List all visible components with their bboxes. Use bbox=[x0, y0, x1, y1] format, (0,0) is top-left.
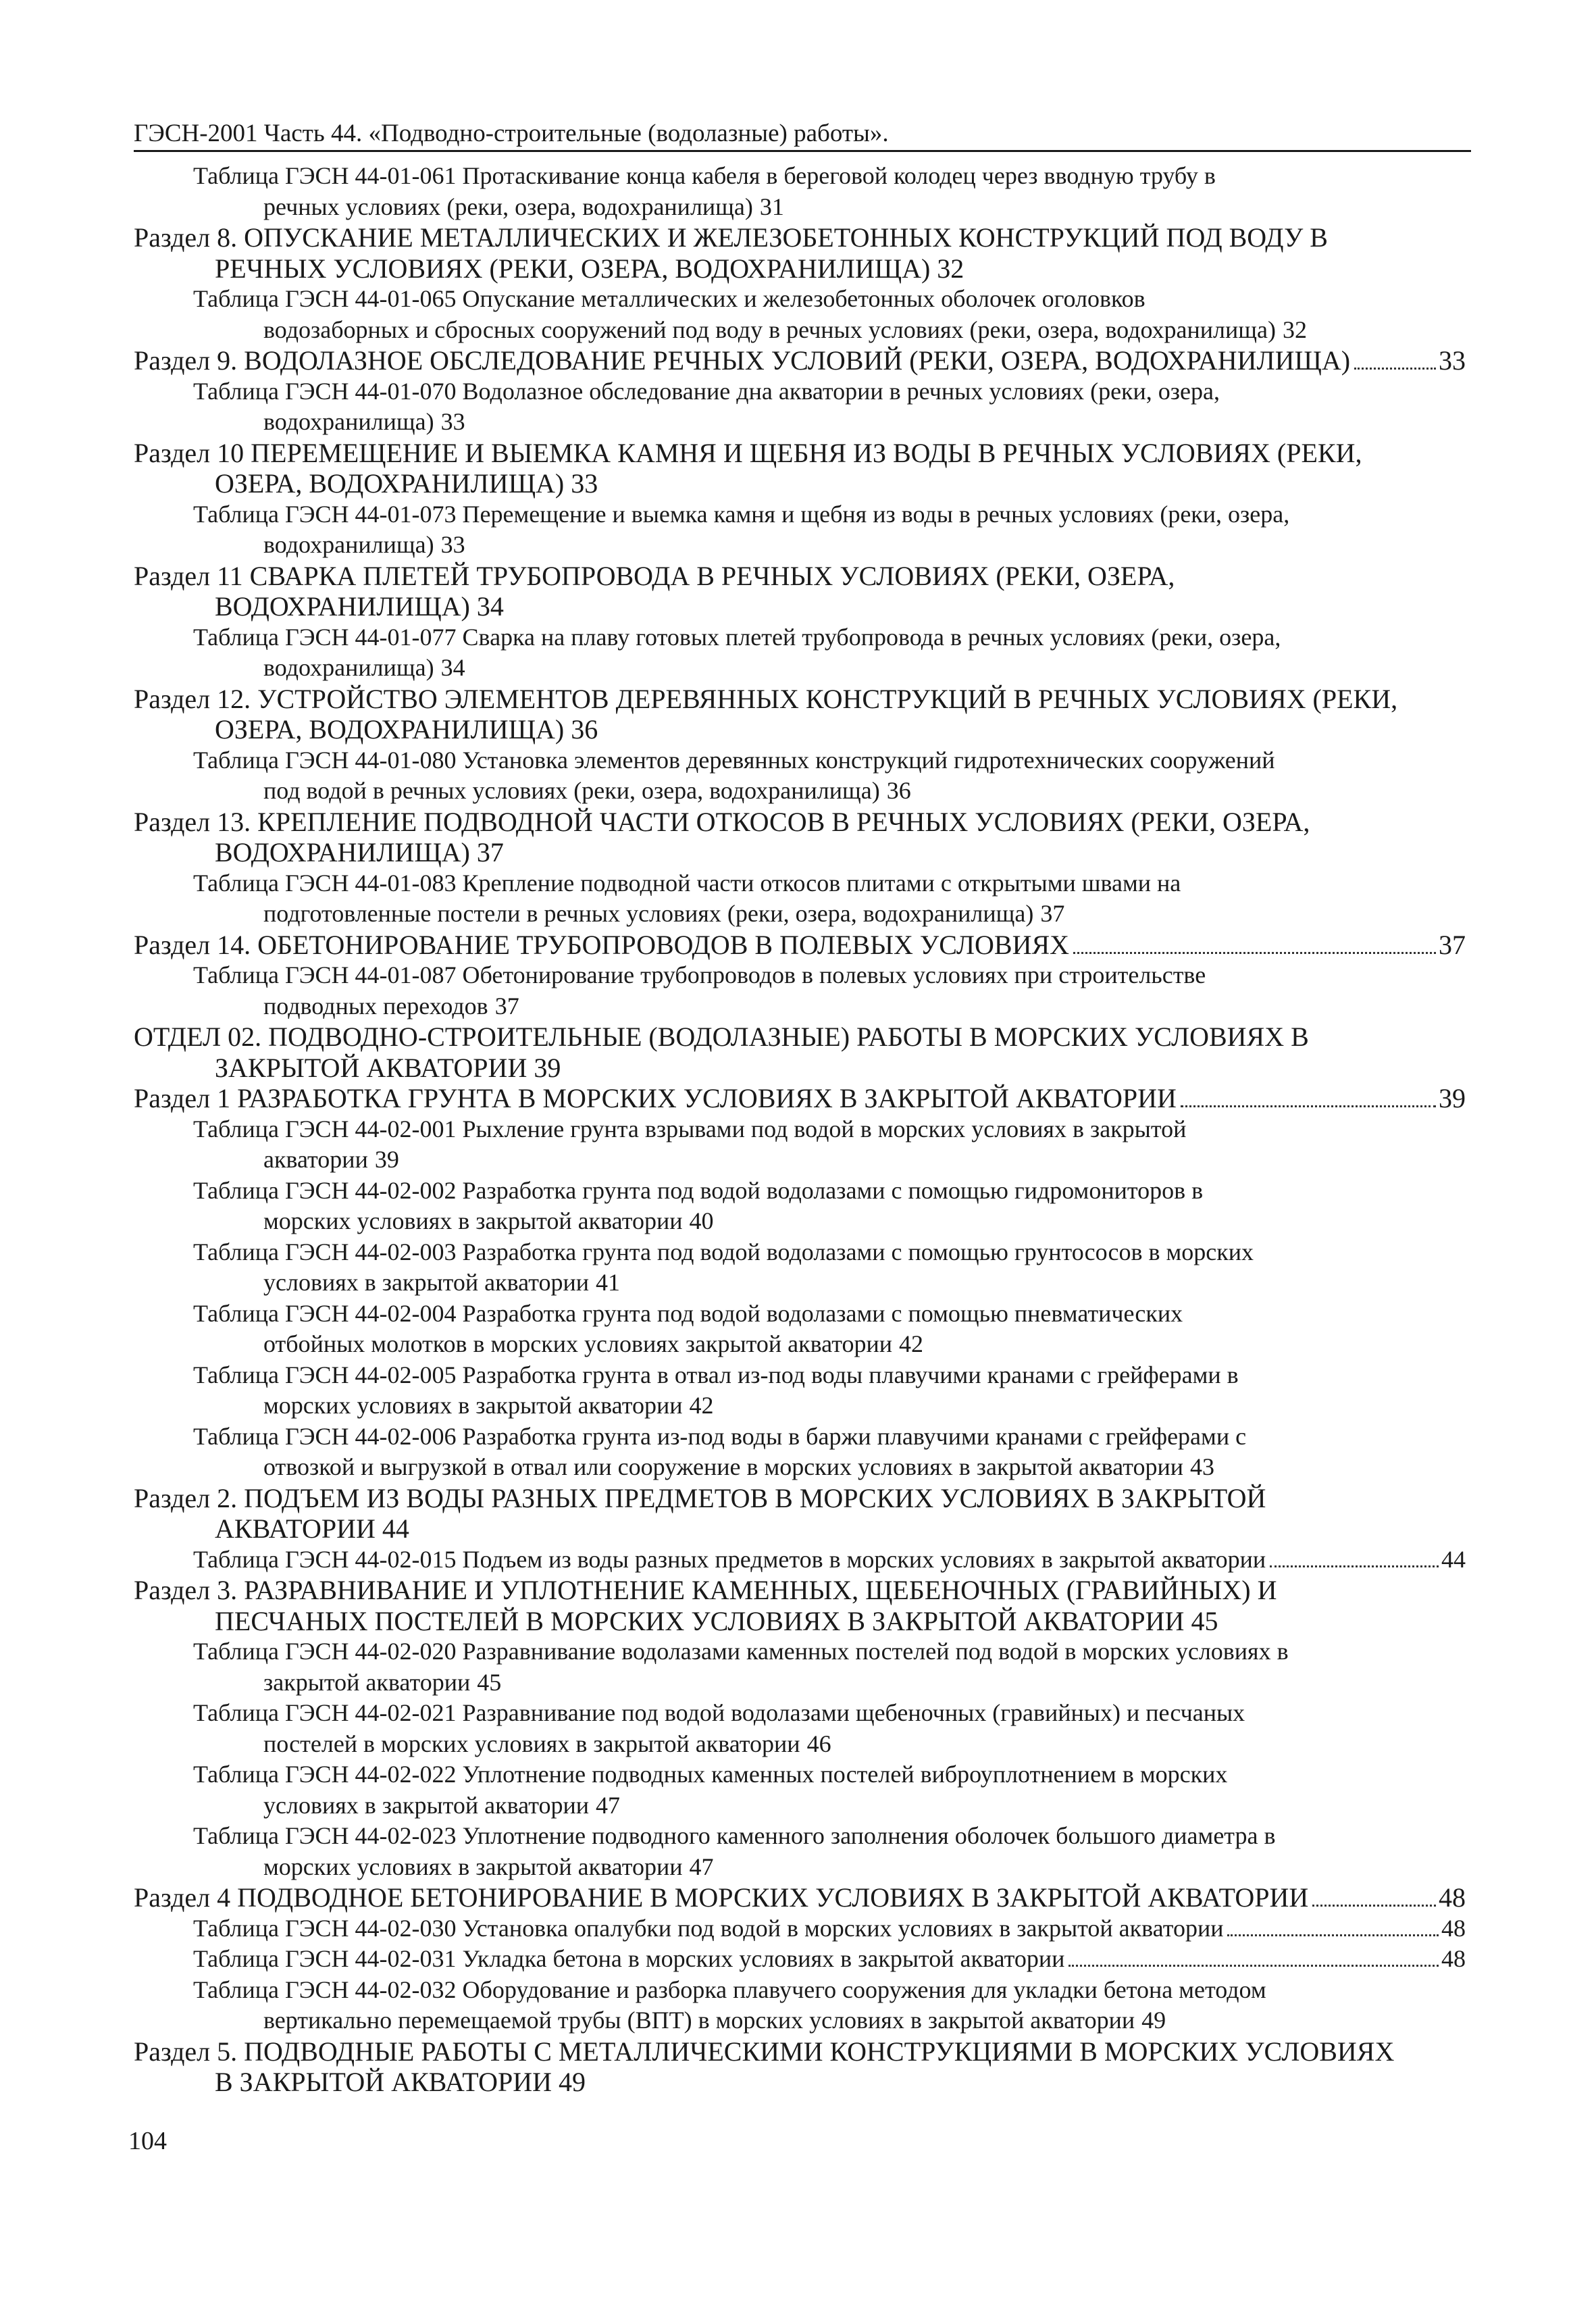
toc-page-number: 44 bbox=[1441, 1545, 1466, 1573]
toc-entry-text: Таблица ГЭСН 44-02-022 Уплотнение подводных каменных постелей виброуплотнением в морских bbox=[193, 1761, 1228, 1788]
toc-page-number: 37 bbox=[476, 837, 504, 867]
toc-page-number: 37 bbox=[494, 992, 519, 1020]
toc-entry-leader-line bbox=[193, 1206, 1466, 1237]
toc-entry-text: ЗАКРЫТОЙ АКВАТОРИИ bbox=[215, 1052, 527, 1083]
toc-entry-text: ВОДОХРАНИЛИЩА) bbox=[215, 837, 470, 867]
toc-entry-text: ОЗЕРА, ВОДОХРАНИЛИЩА) bbox=[215, 468, 565, 499]
toc-entry-leader-line bbox=[193, 899, 1466, 930]
toc-section-entry bbox=[134, 684, 1466, 745]
toc-page-number: 31 bbox=[759, 193, 784, 220]
toc-entry-leader-line bbox=[193, 776, 1466, 807]
toc-entry-text: отвозкой и выгрузкой в отвал или сооружение в морских условиях в закрытой акватории bbox=[263, 1453, 1184, 1480]
toc-entry-text: Раздел 1 РАЗРАБОТКА ГРУНТА В МОРСКИХ УСЛОВИЯХ В ЗАКРЫТОЙ АКВАТОРИИ bbox=[134, 1083, 1177, 1113]
toc-section-entry bbox=[134, 345, 1466, 376]
toc-table-entry bbox=[134, 1975, 1466, 2036]
toc-page-number: 34 bbox=[440, 654, 465, 681]
toc-entry-text: подводных переходов bbox=[263, 992, 488, 1020]
toc-section-entry bbox=[134, 2036, 1466, 2098]
toc-department-entry bbox=[134, 1022, 1466, 1083]
toc-page-number: 33 bbox=[440, 531, 465, 558]
toc-page-number: 43 bbox=[1190, 1453, 1215, 1480]
toc-page-number: 42 bbox=[689, 1392, 714, 1419]
toc-section-entry bbox=[134, 1483, 1466, 1544]
toc-entry-text: ОТДЕЛ 02. ПОДВОДНО-СТРОИТЕЛЬНЫЕ (ВОДОЛАЗНЫЕ) РАБОТЫ В МОРСКИХ УСЛОВИЯХ В bbox=[134, 1022, 1309, 1052]
toc-entry-text: водохранилища) bbox=[263, 531, 434, 558]
toc-page-number: 32 bbox=[937, 253, 964, 284]
toc-entry-leader-line bbox=[134, 2067, 1466, 2098]
toc-entry-leader-line bbox=[193, 653, 1466, 684]
toc-entry-text: ПЕСЧАНЫХ ПОСТЕЛЕЙ В МОРСКИХ УСЛОВИЯХ В ЗАКРЫТОЙ АКВАТОРИИ bbox=[215, 1605, 1185, 1636]
toc-entry-text: Таблица ГЭСН 44-02-031 Укладка бетона в морских условиях в закрытой акватории bbox=[193, 1945, 1065, 1972]
toc-entry-text: Раздел 10 ПЕРЕМЕЩЕНИЕ И ВЫЕМКА КАМНЯ И ЩЕБНЯ ИЗ ВОДЫ В РЕЧНЫХ УСЛОВИЯХ (РЕКИ, bbox=[134, 437, 1362, 468]
toc-entry-leader-line bbox=[193, 1729, 1466, 1760]
dot-leader bbox=[1073, 951, 1436, 954]
toc-table-entry bbox=[134, 622, 1466, 684]
toc-entry-leader-line bbox=[193, 192, 1466, 223]
table-of-contents bbox=[134, 161, 1466, 2098]
toc-entry-leader-line bbox=[134, 1083, 1466, 1114]
toc-page-number: 47 bbox=[596, 1791, 620, 1819]
toc-entry-text: закрытой акватории bbox=[263, 1668, 471, 1696]
toc-entry-text: отбойных молотков в морских условиях закрытой акватории bbox=[263, 1330, 892, 1357]
toc-entry-text: Таблица ГЭСН 44-02-001 Рыхление грунта взрывами под водой в морских условиях в закрытой bbox=[193, 1115, 1187, 1142]
toc-page-number: 39 bbox=[534, 1052, 561, 1083]
toc-section-entry bbox=[134, 222, 1466, 284]
toc-entry-leader-line bbox=[193, 1544, 1466, 1576]
toc-table-entry bbox=[134, 161, 1466, 222]
toc-page-number: 45 bbox=[477, 1668, 502, 1696]
toc-entry-text: Раздел 12. УСТРОЙСТВО ЭЛЕМЕНТОВ ДЕРЕВЯННЫХ КОНСТРУКЦИЙ В РЕЧНЫХ УСЛОВИЯХ (РЕКИ, bbox=[134, 683, 1398, 714]
toc-section-entry bbox=[134, 807, 1466, 868]
toc-entry-leader-line bbox=[134, 1882, 1466, 1913]
toc-entry-text: Раздел 14. ОБЕТОНИРОВАНИЕ ТРУБОПРОВОДОВ В ПОЛЕВЫХ УСЛОВИЯХ bbox=[134, 929, 1070, 960]
toc-entry-text: условиях в закрытой акватории bbox=[263, 1269, 589, 1296]
toc-table-entry bbox=[134, 1698, 1466, 1759]
toc-entry-leader-line bbox=[193, 1913, 1466, 1944]
toc-entry-text: Таблица ГЭСН 44-01-087 Обетонирование трубопроводов в полевых условиях при строительстве bbox=[193, 961, 1206, 988]
toc-entry-leader-line bbox=[193, 1667, 1466, 1699]
toc-page-number: 49 bbox=[559, 2067, 586, 2097]
toc-table-entry bbox=[134, 1114, 1466, 1176]
toc-entry-text: РЕЧНЫХ УСЛОВИЯХ (РЕКИ, ОЗЕРА, ВОДОХРАНИЛИЩА) bbox=[215, 253, 931, 284]
toc-section-entry bbox=[134, 1882, 1466, 1913]
toc-page-number: 39 bbox=[1439, 1083, 1466, 1113]
toc-entry-text: Таблица ГЭСН 44-02-030 Установка опалубки под водой в морских условиях в закрытой акватории bbox=[193, 1914, 1224, 1942]
toc-entry-leader-line bbox=[134, 253, 1466, 284]
toc-table-entry bbox=[134, 1360, 1466, 1422]
toc-entry-text: акватории bbox=[263, 1146, 368, 1173]
toc-entry-text: Таблица ГЭСН 44-01-083 Крепление подводной части откосов плитами с открытыми швами на bbox=[193, 869, 1181, 897]
toc-page-number: 48 bbox=[1441, 1945, 1466, 1972]
toc-entry-text: водохранилища) bbox=[263, 654, 434, 681]
toc-entry-leader-line bbox=[193, 1145, 1466, 1176]
toc-entry-leader-line bbox=[193, 1852, 1466, 1883]
toc-entry-leader-line bbox=[193, 1944, 1466, 1975]
toc-entry-text: подготовленные постели в речных условиях (реки, озера, водохранилища) bbox=[263, 900, 1034, 927]
dot-leader bbox=[1354, 367, 1436, 370]
toc-entry-leader-line bbox=[193, 530, 1466, 561]
dot-leader bbox=[1227, 1934, 1439, 1936]
toc-entry-text: морских условиях в закрытой акватории bbox=[263, 1853, 683, 1880]
toc-page-number: 40 bbox=[689, 1207, 714, 1234]
toc-page-number: 33 bbox=[1439, 345, 1466, 376]
toc-table-entry bbox=[134, 868, 1466, 930]
toc-entry-leader-line bbox=[193, 1452, 1466, 1483]
toc-entry-leader-line bbox=[193, 2005, 1466, 2036]
toc-page-number: 45 bbox=[1191, 1605, 1218, 1636]
toc-table-entry bbox=[134, 1944, 1466, 1975]
toc-page-number: 36 bbox=[886, 777, 911, 804]
toc-entry-text: АКВАТОРИИ bbox=[215, 1513, 376, 1544]
toc-page-number: 39 bbox=[374, 1146, 399, 1173]
toc-page-number: 46 bbox=[806, 1730, 831, 1757]
toc-entry-text: Таблица ГЭСН 44-02-021 Разравнивание под водой водолазами щебеночных (гравийных) и песчаных bbox=[193, 1699, 1245, 1726]
toc-entry-text: водозаборных и сбросных сооружений под воду в речных условиях (реки, озера, водохранилища) bbox=[263, 316, 1276, 343]
page-number: 104 bbox=[128, 2127, 167, 2155]
toc-entry-leader-line bbox=[134, 1606, 1466, 1637]
toc-entry-leader-line bbox=[193, 1790, 1466, 1821]
toc-page-number: 37 bbox=[1439, 929, 1466, 960]
toc-entry-text: Таблица ГЭСН 44-02-003 Разработка грунта под водой водолазами с помощью грунтососов в морских bbox=[193, 1238, 1254, 1265]
toc-entry-leader-line bbox=[193, 1329, 1466, 1360]
toc-table-entry bbox=[134, 1299, 1466, 1360]
toc-entry-text: ОЗЕРА, ВОДОХРАНИЛИЩА) bbox=[215, 714, 565, 745]
toc-entry-text: Таблица ГЭСН 44-01-080 Установка элементов деревянных конструкций гидротехнических сооружений bbox=[193, 746, 1275, 774]
toc-entry-leader-line bbox=[134, 837, 1466, 868]
toc-entry-text: Таблица ГЭСН 44-01-061 Протаскивание конца кабеля в береговой колодец через вводную трубу в bbox=[193, 162, 1216, 189]
toc-entry-text: Таблица ГЭСН 44-01-073 Перемещение и выемка камня и щебня из воды в речных условиях (реки, озера, bbox=[193, 500, 1290, 528]
toc-entry-text: условиях в закрытой акватории bbox=[263, 1791, 589, 1819]
toc-table-entry bbox=[134, 1544, 1466, 1576]
toc-table-entry bbox=[134, 1422, 1466, 1483]
toc-entry-text: Таблица ГЭСН 44-01-065 Опускание металлических и железобетонных оболочек оголовков bbox=[193, 285, 1145, 312]
toc-entry-leader-line bbox=[134, 714, 1466, 745]
toc-page-number: 37 bbox=[1040, 900, 1065, 927]
toc-entry-text: Раздел 13. КРЕПЛЕНИЕ ПОДВОДНОЙ ЧАСТИ ОТКОСОВ В РЕЧНЫХ УСЛОВИЯХ (РЕКИ, ОЗЕРА, bbox=[134, 806, 1310, 837]
toc-entry-text: под водой в речных условиях (реки, озера, водохранилища) bbox=[263, 777, 880, 804]
toc-table-entry bbox=[134, 376, 1466, 438]
dot-leader bbox=[1069, 1964, 1439, 1967]
toc-entry-text: Таблица ГЭСН 44-02-006 Разработка грунта из-под воды в баржи плавучими кранами с грейферами с bbox=[193, 1422, 1247, 1450]
toc-page-number: 32 bbox=[1282, 316, 1307, 343]
toc-entry-leader-line bbox=[193, 315, 1466, 346]
toc-entry-text: Таблица ГЭСН 44-02-004 Разработка грунта под водой водолазами с помощью пневматических bbox=[193, 1299, 1183, 1327]
toc-entry-text: Таблица ГЭСН 44-02-032 Оборудование и разборка плавучего сооружения для укладки бетона методом bbox=[193, 1976, 1266, 2003]
toc-entry-text: Таблица ГЭСН 44-02-020 Разравнивание водолазами каменных постелей под водой в морских условиях в bbox=[193, 1638, 1289, 1665]
toc-section-entry bbox=[134, 561, 1466, 622]
toc-entry-text: Раздел 9. ВОДОЛАЗНОЕ ОБСЛЕДОВАНИЕ РЕЧНЫХ УСЛОВИЙ (РЕКИ, ОЗЕРА, ВОДОХРАНИЛИЩА) bbox=[134, 345, 1351, 376]
toc-entry-text: Раздел 2. ПОДЪЕМ ИЗ ВОДЫ РАЗНЫХ ПРЕДМЕТОВ В МОРСКИХ УСЛОВИЯХ В ЗАКРЫТОЙ bbox=[134, 1482, 1266, 1513]
toc-entry-leader-line bbox=[193, 1267, 1466, 1299]
toc-page-number: 49 bbox=[1141, 2007, 1166, 2034]
toc-entry-leader-line bbox=[134, 468, 1466, 499]
toc-entry-text: Таблица ГЭСН 44-02-023 Уплотнение подводного каменного заполнения оболочек большого диаметра в bbox=[193, 1822, 1276, 1849]
toc-table-entry bbox=[134, 1176, 1466, 1237]
toc-section-entry bbox=[134, 1575, 1466, 1636]
toc-page-number: 48 bbox=[1439, 1882, 1466, 1913]
toc-table-entry bbox=[134, 1821, 1466, 1882]
toc-entry-text: Раздел 3. РАЗРАВНИВАНИЕ И УПЛОТНЕНИЕ КАМЕННЫХ, ЩЕБЕНОЧНЫХ (ГРАВИЙНЫХ) И bbox=[134, 1575, 1277, 1605]
toc-table-entry bbox=[134, 1759, 1466, 1821]
toc-table-entry bbox=[134, 1237, 1466, 1299]
toc-entry-text: Таблица ГЭСН 44-02-015 Подъем из воды разных предметов в морских условиях в закрытой акватории bbox=[193, 1545, 1266, 1573]
toc-entry-leader-line bbox=[193, 991, 1466, 1022]
toc-entry-text: водохранилища) bbox=[263, 408, 434, 435]
toc-table-entry bbox=[134, 284, 1466, 345]
toc-entry-text: Раздел 5. ПОДВОДНЫЕ РАБОТЫ С МЕТАЛЛИЧЕСКИМИ КОНСТРУКЦИЯМИ В МОРСКИХ УСЛОВИЯХ bbox=[134, 2036, 1395, 2067]
toc-table-entry bbox=[134, 745, 1466, 807]
toc-entry-text: морских условиях в закрытой акватории bbox=[263, 1207, 683, 1234]
toc-entry-text: Таблица ГЭСН 44-02-002 Разработка грунта под водой водолазами с помощью гидромониторов в bbox=[193, 1176, 1204, 1204]
toc-page-number: 42 bbox=[899, 1330, 923, 1357]
toc-entry-leader-line bbox=[134, 345, 1466, 376]
toc-table-entry bbox=[134, 499, 1466, 561]
toc-entry-text: речных условиях (реки, озера, водохранилища) bbox=[263, 193, 753, 220]
toc-entry-text: Раздел 4 ПОДВОДНОЕ БЕТОНИРОВАНИЕ В МОРСКИХ УСЛОВИЯХ В ЗАКРЫТОЙ АКВАТОРИИ bbox=[134, 1882, 1309, 1913]
toc-entry-text: Таблица ГЭСН 44-02-005 Разработка грунта в отвал из-под воды плавучими кранами с грейферами в bbox=[193, 1361, 1239, 1388]
toc-page-number: 47 bbox=[689, 1853, 714, 1880]
toc-table-entry bbox=[134, 960, 1466, 1022]
toc-page-number: 44 bbox=[382, 1513, 409, 1544]
toc-entry-text: Таблица ГЭСН 44-01-077 Сварка на плаву готовых плетей трубопровода в речных условиях (реки, озера, bbox=[193, 623, 1281, 651]
toc-entry-text: ВОДОХРАНИЛИЩА) bbox=[215, 591, 470, 622]
toc-entry-leader-line bbox=[134, 930, 1466, 961]
toc-entry-leader-line bbox=[193, 1390, 1466, 1422]
toc-entry-text: вертикально перемещаемой трубы (ВПТ) в морских условиях в закрытой акватории bbox=[263, 2007, 1135, 2034]
toc-page-number: 48 bbox=[1441, 1914, 1466, 1942]
toc-entry-leader-line bbox=[134, 1053, 1466, 1084]
dot-leader bbox=[1181, 1105, 1436, 1107]
toc-entry-leader-line bbox=[134, 1513, 1466, 1544]
dot-leader bbox=[1312, 1904, 1436, 1907]
running-header: ГЭСН-2001 Часть 44. «Подводно-строительные (водолазные) работы». bbox=[134, 119, 1471, 152]
toc-entry-text: Таблица ГЭСН 44-01-070 Водолазное обследование дна акватории в речных условиях (реки, озера, bbox=[193, 377, 1220, 405]
toc-page-number: 41 bbox=[596, 1269, 620, 1296]
toc-section-entry bbox=[134, 438, 1466, 499]
toc-entry-leader-line bbox=[134, 591, 1466, 622]
toc-page-number: 34 bbox=[476, 591, 504, 622]
toc-entry-text: морских условиях в закрытой акватории bbox=[263, 1392, 683, 1419]
toc-entry-text: В ЗАКРЫТОЙ АКВАТОРИИ bbox=[215, 2067, 552, 2097]
toc-page-number: 36 bbox=[571, 714, 598, 745]
toc-table-entry bbox=[134, 1636, 1466, 1698]
toc-entry-text: постелей в морских условиях в закрытой акватории bbox=[263, 1730, 800, 1757]
toc-section-entry bbox=[134, 1083, 1466, 1114]
toc-section-entry bbox=[134, 930, 1466, 961]
toc-entry-text: Раздел 8. ОПУСКАНИЕ МЕТАЛЛИЧЕСКИХ И ЖЕЛЕЗОБЕТОННЫХ КОНСТРУКЦИЙ ПОД ВОДУ В bbox=[134, 222, 1328, 253]
dot-leader bbox=[1270, 1565, 1439, 1567]
toc-page-number: 33 bbox=[571, 468, 598, 499]
toc-table-entry bbox=[134, 1913, 1466, 1944]
toc-entry-leader-line bbox=[193, 407, 1466, 438]
toc-page-number: 33 bbox=[440, 408, 465, 435]
toc-entry-text: Раздел 11 СВАРКА ПЛЕТЕЙ ТРУБОПРОВОДА В РЕЧНЫХ УСЛОВИЯХ (РЕКИ, ОЗЕРА, bbox=[134, 560, 1175, 591]
